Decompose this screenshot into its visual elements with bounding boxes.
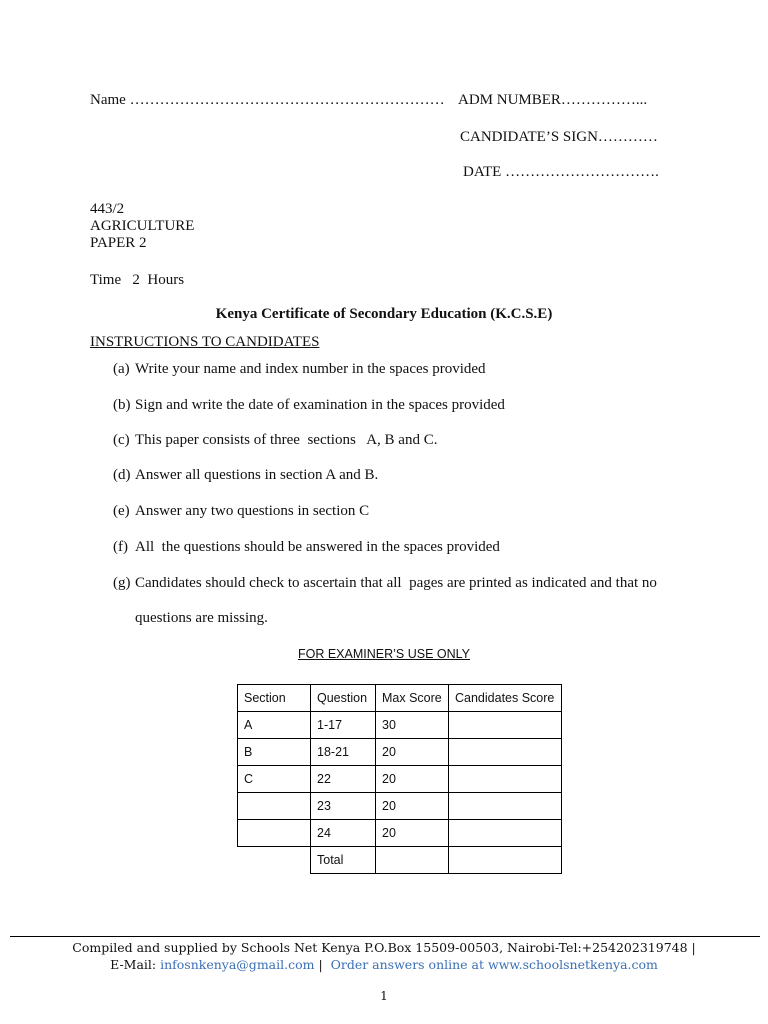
examiner-score-table	[237, 684, 562, 874]
instruction-item	[113, 575, 657, 592]
paper-code: 443/2	[90, 201, 125, 217]
instruction-text: All the questions should be answered in the spaces provided	[135, 539, 500, 555]
instruction-item	[113, 503, 369, 520]
instruction-label: (d)	[113, 467, 131, 483]
table-cell: 20	[376, 766, 449, 793]
footer-line-2	[0, 957, 768, 972]
table-cell: A	[238, 712, 311, 739]
instructions-heading: INSTRUCTIONS TO CANDIDATES	[90, 334, 320, 350]
instruction-text: This paper consists of three sections A, B and C.	[135, 432, 438, 448]
table-cell: 18-21	[311, 739, 376, 766]
instruction-label: (b)	[113, 397, 131, 413]
email-label: E-Mail:	[110, 957, 161, 972]
examiner-heading: FOR EXAMINER’S USE ONLY	[297, 647, 471, 661]
footer-line-1: Compiled and supplied by Schools Net Kenya P.O.Box 15509-00503, Nairobi-Tel:+254202319748 |	[72, 940, 696, 955]
instruction-continuation: questions are missing.	[135, 610, 268, 626]
table-cell	[238, 847, 311, 874]
table-row	[238, 847, 562, 874]
instruction-label: (f)	[113, 539, 128, 555]
table-cell: C	[238, 766, 311, 793]
table-cell: 30	[376, 712, 449, 739]
table-cell	[376, 847, 449, 874]
instruction-label: (g)	[113, 575, 131, 591]
paper-time: Time 2 Hours	[90, 272, 185, 288]
instruction-text: Sign and write the date of examination in the spaces provided	[135, 397, 505, 413]
instruction-text: Answer any two questions in section C	[135, 503, 370, 519]
column-header: Section	[238, 685, 311, 712]
instruction-item	[113, 397, 505, 414]
name-field: Name ………………………………………………………	[90, 92, 445, 108]
column-header: Question	[311, 685, 376, 712]
paper-number: PAPER 2	[90, 235, 147, 251]
column-header: Candidates Score	[449, 685, 562, 712]
date-field: DATE ………………………….	[463, 164, 659, 180]
page-number: 1	[380, 989, 388, 1003]
table-row	[238, 739, 562, 766]
table-header-row	[238, 685, 562, 712]
instruction-label: (c)	[113, 432, 130, 448]
table-row	[238, 820, 562, 847]
table-cell: 20	[376, 739, 449, 766]
instruction-label: (e)	[113, 503, 130, 519]
table-row	[238, 712, 562, 739]
footer-separator: |	[314, 957, 331, 972]
paper-subject: AGRICULTURE	[90, 218, 195, 234]
table-cell	[449, 739, 562, 766]
table-cell: B	[238, 739, 311, 766]
table-cell: 23	[311, 793, 376, 820]
table-cell	[449, 712, 562, 739]
footer-divider	[10, 936, 760, 937]
table-cell	[449, 847, 562, 874]
column-header: Max Score	[376, 685, 449, 712]
table-cell: Total	[311, 847, 376, 874]
table-cell	[449, 793, 562, 820]
table-cell	[238, 793, 311, 820]
instruction-text: Candidates should check to ascertain that all pages are printed as indicated and that no	[135, 575, 657, 591]
table-cell: 24	[311, 820, 376, 847]
candidate-sign-field: CANDIDATE’S SIGN…………	[460, 129, 658, 145]
adm-number-field: ADM NUMBER……………...	[458, 92, 648, 108]
email-link[interactable]: infosnkenya@gmail.com	[160, 957, 315, 972]
instruction-item	[113, 361, 486, 378]
table-row	[238, 766, 562, 793]
order-answers-link[interactable]: Order answers online at www.schoolsnetkenya.com	[330, 957, 658, 972]
table-cell: 22	[311, 766, 376, 793]
table-row	[238, 793, 562, 820]
table-cell	[449, 766, 562, 793]
instruction-text: Answer all questions in section A and B.	[135, 467, 379, 483]
instruction-text: Write your name and index number in the spaces provided	[135, 361, 486, 377]
table-cell: 1-17	[311, 712, 376, 739]
table-cell	[449, 820, 562, 847]
instruction-item	[113, 539, 500, 556]
table-cell	[238, 820, 311, 847]
table-cell: 20	[376, 793, 449, 820]
exam-title: Kenya Certificate of Secondary Education (K.C.S.E)	[215, 306, 553, 322]
instruction-item	[113, 432, 437, 449]
instruction-label: (a)	[113, 361, 130, 377]
instruction-item	[113, 467, 378, 484]
table-cell: 20	[376, 820, 449, 847]
